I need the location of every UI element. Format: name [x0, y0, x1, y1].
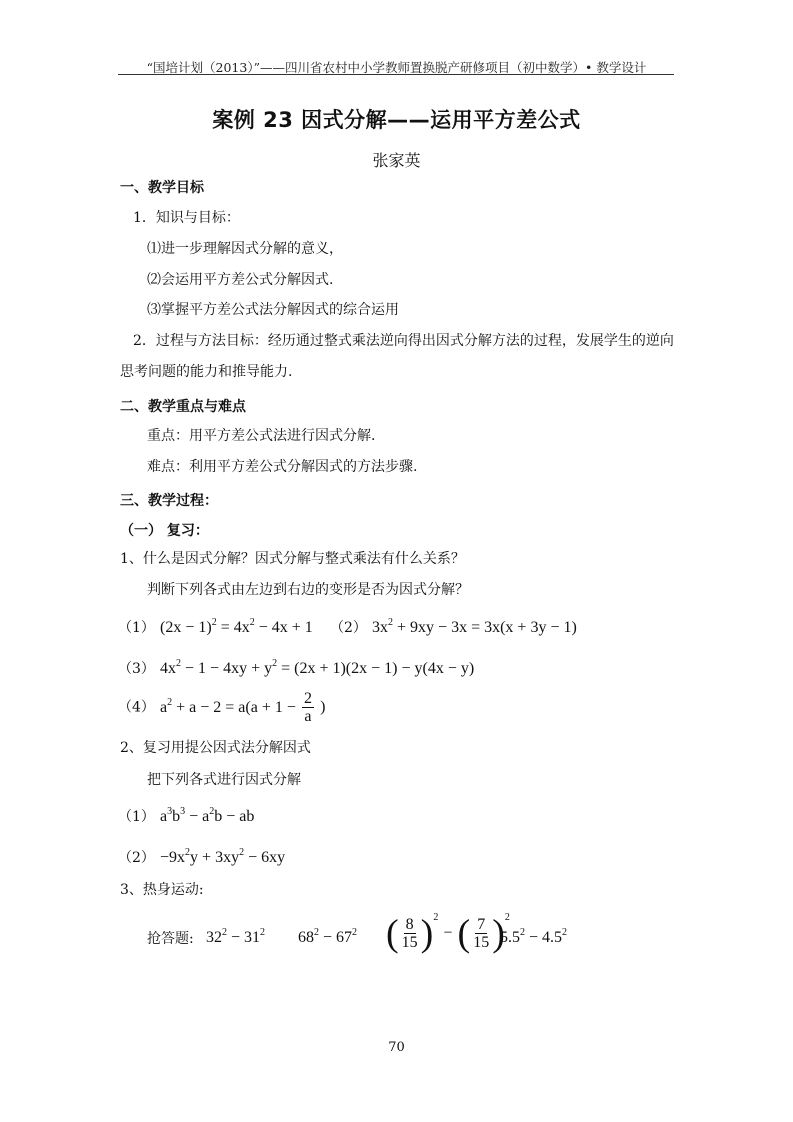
quick-problem-1: $32^2 - 31^2$	[206, 927, 266, 946]
factor-row-2	[118, 847, 285, 867]
expr-4-close: )	[320, 698, 326, 716]
section-heading-goals: 一、教学目标	[120, 180, 204, 196]
quick-answer-label: 抢答题:	[147, 931, 194, 947]
review-heading: （一） 复习：	[120, 523, 209, 539]
goal-knowledge: 1．知识与目标：	[133, 210, 240, 226]
question-1-prompt: 判断下列各式由左边到右边的变形是否为因式分解？	[147, 582, 469, 598]
difficult-point: 难点：利用平方差公式分解因式的方法步骤.	[147, 459, 418, 475]
fraction-denominator: a	[304, 708, 312, 725]
question-2: 2、复习用提公因式法分解因式	[120, 740, 311, 756]
section-heading-process: 三、教学过程：	[120, 493, 218, 509]
factor-expr-1: $a^3b^3 - a^2b$ − ab	[160, 806, 255, 825]
question-2-prompt: 把下列各式进行因式分解	[147, 772, 301, 788]
goal-sub-3: ⑶掌握平方差公式法分解因式的综合运用	[147, 302, 399, 318]
quick-problem-3: ( $\frac{8}{15}$ )$^2$ − ( $\frac{7}{15}$ )$^2$	[386, 912, 510, 955]
factor-row-1	[118, 806, 254, 826]
goal-process-line-1: 2．过程与方法目标：经历通过整式乘法逆向得出因式分解方法的过程，发展学生的逆向	[133, 333, 674, 349]
question-1: 1、什么是因式分解？因式分解与整式乘法有什么关系？	[120, 551, 465, 567]
page-title: 案例 23 因式分解——运用平方差公式	[212, 108, 581, 132]
expression-row-3	[118, 658, 474, 678]
fraction-8-15: $\frac{8}{15}$	[401, 916, 418, 951]
expr-label-4: （4）	[118, 699, 155, 716]
expr-1: $(2x - 1)^2 = 4x^2 - 4x + 1$	[160, 617, 313, 636]
expr-4-left: $a^2 + a - 2 = a(a + 1$ −	[160, 696, 296, 716]
expr-label-1: （1）	[118, 620, 155, 636]
quick-problem-2: $68^2 - 67^2$	[298, 927, 358, 946]
goal-process-line-2: 思考问题的能力和推导能力.	[120, 364, 293, 380]
question-3: 3、热身运动:	[120, 882, 204, 898]
expr-2: $3x^2 + 9xy - 3x = 3x(x + 3y - 1)$	[372, 617, 577, 636]
factor-label-1: （1）	[118, 809, 155, 825]
expr-3: $4x^2 - 1 - 4xy + y^2 = (2x + 1)(2x - 1) - y(4x - y)$	[160, 658, 475, 677]
running-header: “国培计划（2013）”——四川省农村中小学教师置换脱产研修项目（初中数学）• 教学设计	[146, 60, 647, 75]
quick-problem-4: $5.5^2 - 4.5^2$	[500, 927, 568, 946]
factor-label-2: （2）	[118, 850, 155, 866]
author-name: 张家英	[372, 151, 421, 170]
expr-4-fraction	[302, 690, 314, 725]
expr-label-2: （2）	[330, 620, 367, 636]
goal-sub-2: ⑵会运用平方差公式分解因式.	[147, 272, 334, 288]
expression-row-1	[118, 617, 313, 637]
expr-label-3: （3）	[118, 661, 155, 677]
fraction-7-15: $\frac{7}{15}$	[473, 916, 490, 951]
page-number: 70	[388, 1040, 405, 1055]
expression-row-4	[118, 690, 325, 725]
key-point: 重点：用平方差公式法进行因式分解.	[147, 428, 376, 444]
header-divider	[118, 74, 674, 75]
expression-row-2	[330, 617, 577, 637]
factor-expr-2: $-9x^2y + 3xy^2 - 6xy$	[160, 847, 286, 866]
section-heading-key-points: 二、教学重点与难点	[120, 399, 246, 415]
goal-sub-1: ⑴进一步理解因式分解的意义，	[147, 241, 343, 257]
fraction-numerator: 2	[303, 690, 312, 707]
